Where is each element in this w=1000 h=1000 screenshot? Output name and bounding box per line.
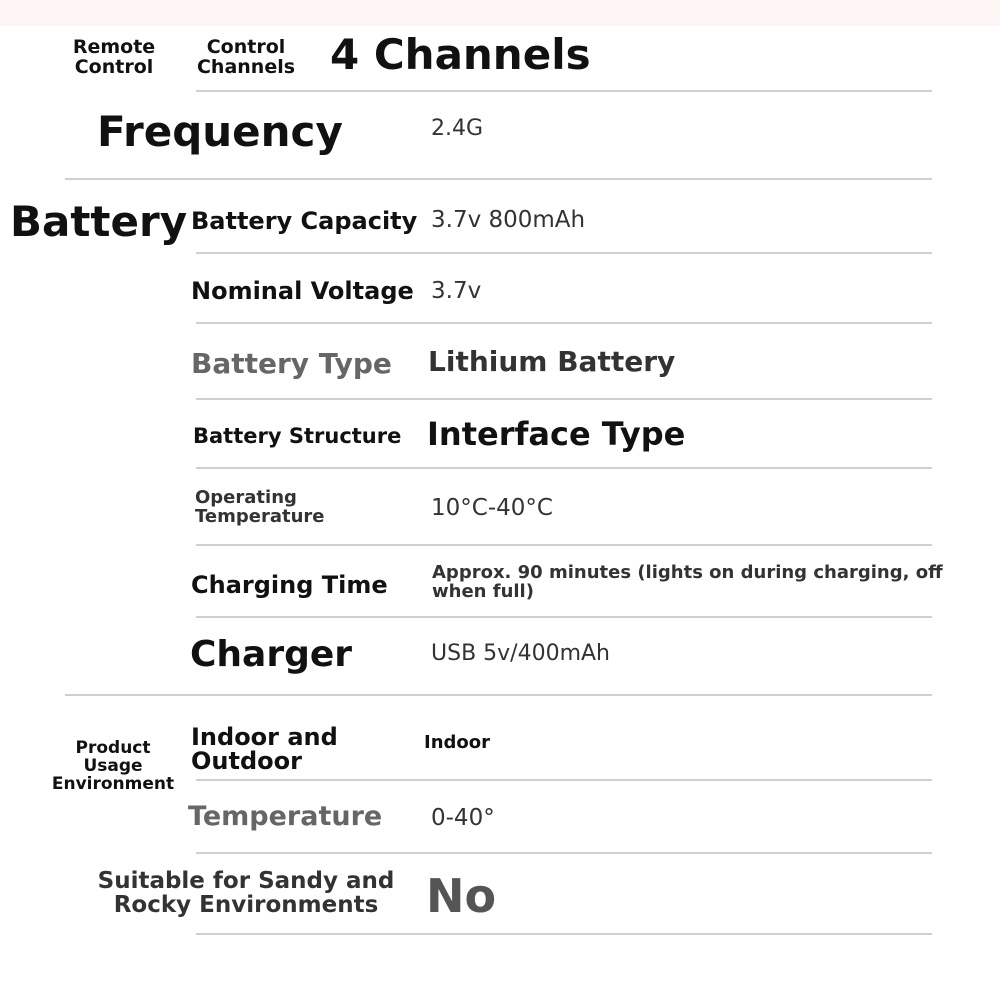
control-channels-label: Control Channels (196, 36, 296, 78)
battery-type-label: Battery Type (191, 347, 392, 380)
divider (196, 252, 932, 254)
operating-temperature-value: 10°C-40°C (431, 495, 553, 521)
divider (196, 779, 932, 781)
battery-capacity-label: Battery Capacity (191, 207, 418, 235)
usage-environment-section-label: Product Usage Environment (51, 738, 175, 794)
divider (65, 694, 932, 696)
sandy-rocky-value: No (426, 869, 497, 923)
divider (196, 852, 932, 854)
divider (196, 322, 932, 324)
temperature-value: 0-40° (431, 805, 495, 831)
sandy-rocky-label: Suitable for Sandy and Rocky Environments (97, 868, 395, 919)
frequency-label: Frequency (97, 107, 343, 156)
divider (196, 467, 932, 469)
temperature-label: Temperature (188, 801, 383, 832)
battery-section-label: Battery (10, 197, 188, 246)
divider (196, 398, 932, 400)
operating-temperature-label: Operating Temperature (195, 487, 325, 527)
charger-label: Charger (190, 634, 353, 675)
divider (196, 544, 932, 546)
control-channels-value: 4 Channels (330, 30, 591, 79)
battery-structure-label: Battery Structure (193, 424, 402, 448)
remote-control-category: Remote Control (72, 36, 156, 78)
charging-time-label: Charging Time (191, 571, 388, 599)
divider (65, 178, 932, 180)
indoor-outdoor-label: Indoor and Outdoor (191, 723, 338, 775)
battery-type-value: Lithium Battery (428, 345, 676, 378)
battery-capacity-value: 3.7v 800mAh (431, 207, 586, 233)
frequency-value: 2.4G (431, 116, 484, 141)
nominal-voltage-value: 3.7v (431, 278, 482, 304)
divider (196, 616, 932, 618)
top-banner-strip (0, 0, 1000, 26)
charger-value: USB 5v/400mAh (431, 641, 610, 666)
charging-time-value: Approx. 90 minutes (lights on during charging, off when full) (432, 562, 943, 602)
nominal-voltage-label: Nominal Voltage (191, 277, 414, 305)
divider (196, 90, 932, 92)
indoor-outdoor-value: Indoor (424, 732, 491, 753)
divider (196, 933, 932, 935)
battery-structure-value: Interface Type (427, 415, 686, 453)
